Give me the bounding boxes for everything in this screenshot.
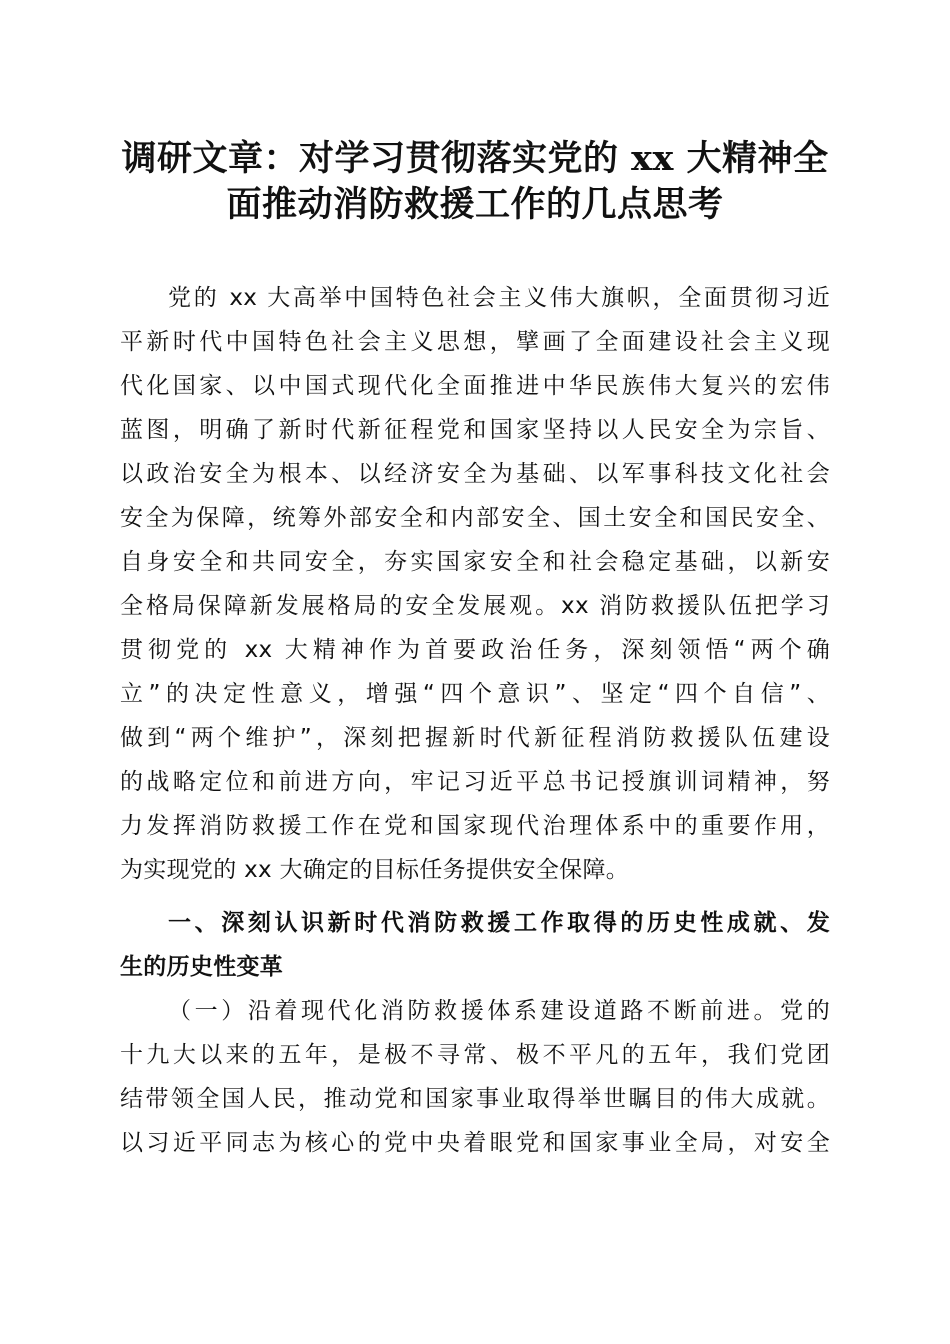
title-line: 面推动消防救援工作的几点思考: [226, 184, 724, 225]
paragraph-line: 做到“两个维护”，深刻把握新时代新征程消防救援队伍建设: [120, 725, 830, 751]
heading-line: 一、深刻认识新时代消防救援工作取得的历史性成就、发: [168, 910, 830, 936]
section-heading: [120, 901, 830, 989]
paragraph-line: 以政治安全为根本、以经济安全为基础、以军事科技文化社会: [120, 461, 830, 487]
paragraph-line: 立”的决定性意义，增强“四个意识”、坚定“四个自信”、: [120, 681, 830, 707]
paragraph-line: 党的 xx 大高举中国特色社会主义伟大旗帜，全面贯彻习近: [168, 285, 830, 311]
paragraph-line: 自身安全和共同安全，夯实国家安全和社会稳定基础，以新安: [120, 549, 830, 575]
paragraph-line: 结带领全国人民，推动党和国家事业取得举世瞩目的伟大成就。: [120, 1086, 830, 1112]
paragraph-line: 的战略定位和前进方向，牢记习近平总书记授旗训词精神，努: [120, 769, 830, 795]
heading-line: 生的历史性变革: [120, 954, 284, 980]
paragraph-line: 安全为保障，统筹外部安全和内部安全、国土安全和国民安全、: [120, 505, 830, 531]
paragraph-line: 代化国家、以中国式现代化全面推进中华民族伟大复兴的宏伟: [120, 373, 830, 399]
paragraph-line: 十九大以来的五年，是极不寻常、极不平凡的五年，我们党团: [120, 1042, 830, 1068]
paragraph-line: 全格局保障新发展格局的安全发展观。xx 消防救援队伍把学习: [120, 593, 830, 619]
paragraph-line: 为实现党的 xx 大确定的目标任务提供安全保障。: [120, 857, 630, 883]
paragraph-line: 贯彻党的 xx 大精神作为首要政治任务，深刻领悟“两个确: [120, 637, 830, 663]
subsection-paragraph: [120, 989, 830, 1165]
paragraph-line: 力发挥消防救援工作在党和国家现代治理体系中的重要作用，: [120, 813, 830, 839]
paragraph-line: 平新时代中国特色社会主义思想，擘画了全面建设社会主义现: [120, 329, 830, 355]
intro-paragraph: [120, 276, 830, 892]
paragraph-line: 蓝图，明确了新时代新征程党和国家坚持以人民安全为宗旨、: [120, 417, 830, 443]
title-line: 调研文章：对学习贯彻落实党的 xx 大精神全: [121, 138, 829, 179]
paragraph-line: 以习近平同志为核心的党中央着眼党和国家事业全局，对安全: [120, 1130, 830, 1156]
paragraph-line: （一）沿着现代化消防救援体系建设道路不断前进。党的: [168, 998, 830, 1024]
document-title: [120, 136, 830, 228]
